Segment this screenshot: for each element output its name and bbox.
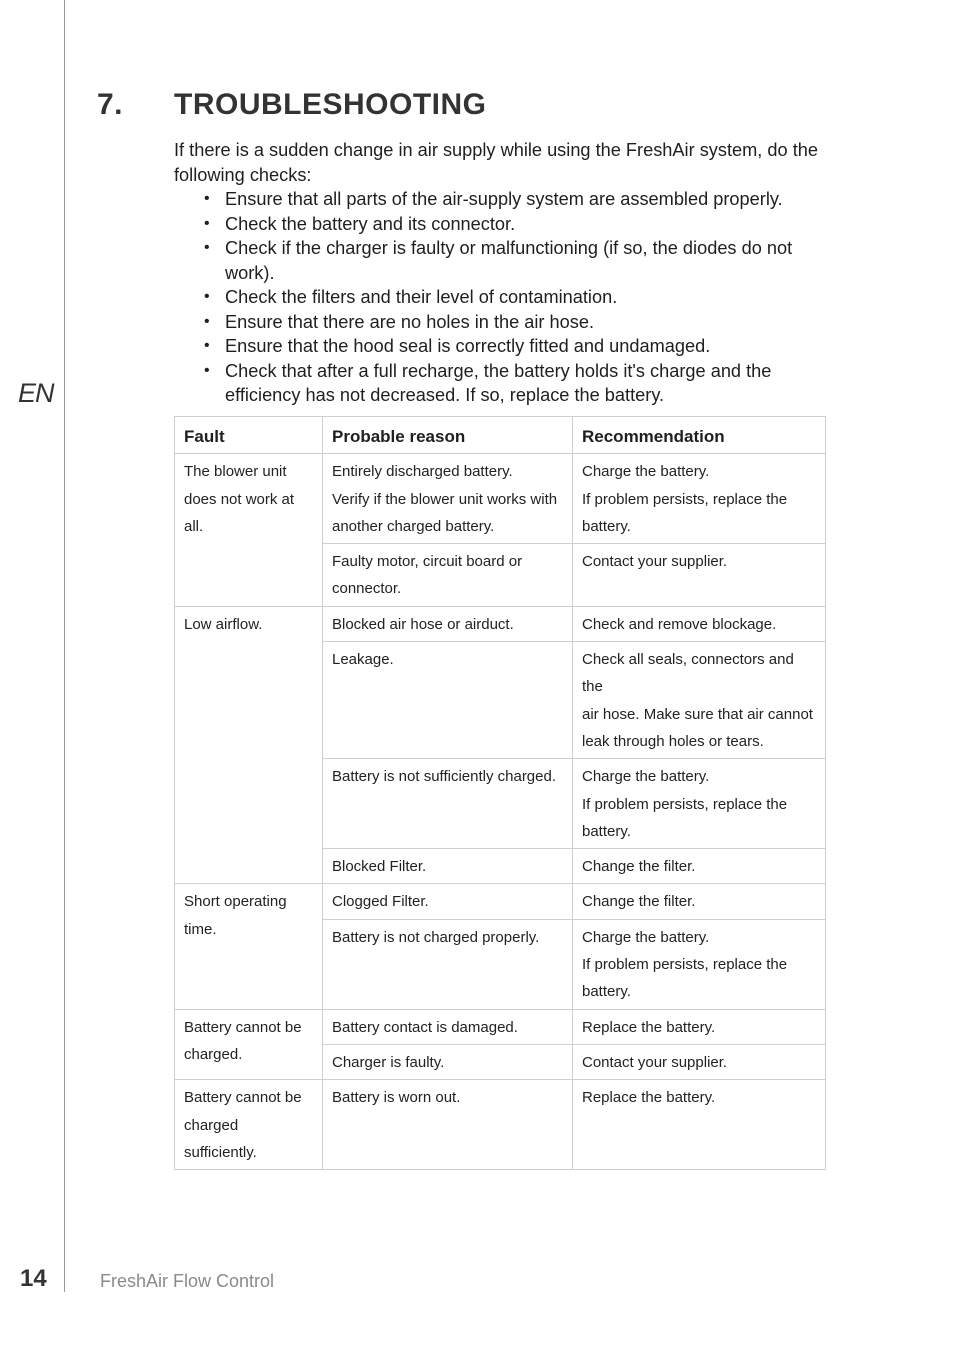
fault-text: Battery cannot be bbox=[184, 1089, 302, 1107]
recommendation-text: Contact your supplier. bbox=[582, 1053, 728, 1071]
recommendation-text: battery. bbox=[582, 517, 631, 535]
recommendation-text: Replace the battery. bbox=[582, 1089, 716, 1107]
check-item bbox=[174, 212, 824, 237]
intro-text: If there is a sudden change in air supply while using the FreshAir system, do the following checks: bbox=[174, 140, 818, 185]
bullet-icon: • bbox=[204, 190, 210, 207]
reason-cell bbox=[323, 1044, 573, 1079]
fault-text: does not work at all. bbox=[184, 490, 295, 535]
check-item bbox=[174, 187, 824, 212]
fault-text: Short operating bbox=[184, 893, 287, 911]
table-row bbox=[175, 454, 826, 544]
margin-rule bbox=[64, 0, 65, 1292]
fault-cell bbox=[175, 884, 323, 1009]
recommendation-cell bbox=[573, 642, 826, 759]
reason-text: Entirely discharged battery. bbox=[332, 463, 513, 481]
checks-list bbox=[174, 187, 824, 408]
check-text: Check that after a full recharge, the battery holds it's charge and the efficiency has not decreased. If so, replace the battery. bbox=[225, 360, 772, 405]
table-body bbox=[175, 454, 826, 1170]
reason-text: connector. bbox=[332, 580, 402, 598]
recommendation-text: air hose. Make sure that air cannot bbox=[582, 705, 813, 723]
column-header-reason: Probable reason bbox=[323, 417, 573, 454]
recommendation-text: battery. bbox=[582, 983, 631, 1001]
check-text: Ensure that all parts of the air-supply system are assembled properly. bbox=[225, 189, 783, 209]
table-row bbox=[175, 884, 826, 919]
reason-text: Leakage. bbox=[332, 651, 394, 669]
section-number: 7. bbox=[97, 88, 124, 121]
reason-cell bbox=[323, 849, 573, 884]
fault-cell bbox=[175, 606, 323, 884]
recommendation-cell bbox=[573, 759, 826, 849]
check-item bbox=[174, 359, 824, 408]
check-item bbox=[174, 310, 824, 335]
reason-cell bbox=[323, 1009, 573, 1044]
recommendation-text: Charge the battery. bbox=[582, 928, 710, 946]
footer-title: FreshAir Flow Control bbox=[100, 1271, 275, 1291]
reason-cell bbox=[323, 544, 573, 607]
recommendation-text: Charge the battery. bbox=[582, 768, 710, 786]
recommendation-cell bbox=[573, 544, 826, 607]
page-number: 14 bbox=[20, 1265, 47, 1292]
fault-cell bbox=[175, 1080, 323, 1170]
bullet-icon: • bbox=[204, 288, 210, 305]
column-header-recommendation: Recommendation bbox=[573, 417, 826, 454]
reason-cell bbox=[323, 884, 573, 919]
reason-text: Blocked Filter. bbox=[332, 858, 427, 876]
recommendation-text: If problem persists, replace the bbox=[582, 956, 788, 974]
recommendation-cell bbox=[573, 849, 826, 884]
reason-text: Clogged Filter. bbox=[332, 893, 429, 911]
check-item bbox=[174, 285, 824, 310]
reason-text: another charged battery. bbox=[332, 517, 495, 535]
check-text: Check the battery and its connector. bbox=[225, 213, 516, 234]
reason-cell bbox=[323, 642, 573, 759]
recommendation-cell bbox=[573, 454, 826, 544]
recommendation-cell bbox=[573, 919, 826, 1009]
recommendation-text: If problem persists, replace the bbox=[582, 795, 788, 813]
table-row bbox=[175, 606, 826, 641]
recommendation-cell bbox=[573, 1044, 826, 1079]
recommendation-cell bbox=[573, 1009, 826, 1044]
reason-text: Charger is faulty. bbox=[332, 1053, 445, 1071]
reason-text: Battery is not charged properly. bbox=[332, 928, 540, 946]
recommendation-text: battery. bbox=[582, 822, 631, 840]
recommendation-text: Check all seals, connectors and the bbox=[582, 651, 794, 696]
reason-text: Battery contact is damaged. bbox=[332, 1018, 518, 1036]
reason-cell bbox=[323, 606, 573, 641]
column-header-fault: Fault bbox=[175, 417, 323, 454]
check-item bbox=[174, 236, 824, 285]
bullet-icon: • bbox=[204, 239, 210, 256]
recommendation-cell bbox=[573, 1080, 826, 1170]
reason-text: Blocked air hose or airduct. bbox=[332, 615, 514, 633]
recommendation-text: If problem persists, replace the bbox=[582, 490, 788, 508]
fault-text: charged sufficiently. bbox=[184, 1116, 257, 1161]
table-row bbox=[175, 1009, 826, 1044]
check-text: Ensure that the hood seal is correctly fitted and undamaged. bbox=[225, 336, 711, 356]
check-text: Check if the charger is faulty or malfunctioning (if so, the diodes do not work). bbox=[225, 238, 793, 283]
recommendation-text: Contact your supplier. bbox=[582, 553, 728, 571]
recommendation-text: Change the filter. bbox=[582, 858, 696, 876]
recommendation-text: Change the filter. bbox=[582, 893, 696, 911]
recommendation-text: leak through holes or tears. bbox=[582, 732, 764, 750]
bullet-icon: • bbox=[204, 337, 210, 354]
intro-block bbox=[174, 138, 824, 408]
table-row bbox=[175, 1080, 826, 1170]
troubleshooting-table bbox=[174, 416, 826, 1170]
reason-cell bbox=[323, 454, 573, 544]
check-text: Check the filters and their level of contamination. bbox=[225, 287, 618, 307]
fault-text: time. bbox=[184, 920, 217, 938]
recommendation-text: Replace the battery. bbox=[582, 1018, 716, 1036]
check-item bbox=[174, 334, 824, 359]
section-title: TROUBLESHOOTING bbox=[174, 88, 487, 121]
fault-text: Battery cannot be bbox=[184, 1018, 302, 1036]
section-heading bbox=[97, 88, 487, 122]
bullet-icon: • bbox=[204, 361, 210, 379]
fault-text: The blower unit bbox=[184, 463, 287, 481]
fault-text: Low airflow. bbox=[184, 615, 263, 633]
reason-text: Battery is not sufficiently charged. bbox=[332, 768, 557, 786]
recommendation-cell bbox=[573, 884, 826, 919]
fault-cell bbox=[175, 1009, 323, 1080]
fault-text: charged. bbox=[184, 1045, 243, 1063]
language-tag: EN bbox=[18, 378, 54, 408]
reason-text: Verify if the blower unit works with bbox=[332, 490, 558, 508]
fault-cell bbox=[175, 454, 323, 606]
reason-text: Battery is worn out. bbox=[332, 1089, 461, 1107]
reason-cell bbox=[323, 919, 573, 1009]
reason-cell bbox=[323, 1080, 573, 1170]
check-text: Ensure that there are no holes in the air hose. bbox=[225, 311, 595, 332]
table-header-row bbox=[175, 417, 826, 454]
recommendation-cell bbox=[573, 606, 826, 641]
reason-text: Faulty motor, circuit board or bbox=[332, 553, 523, 571]
bullet-icon: • bbox=[204, 214, 210, 232]
bullet-icon: • bbox=[204, 312, 210, 330]
recommendation-text: Check and remove blockage. bbox=[582, 615, 777, 633]
recommendation-text: Charge the battery. bbox=[582, 463, 710, 481]
reason-cell bbox=[323, 759, 573, 849]
